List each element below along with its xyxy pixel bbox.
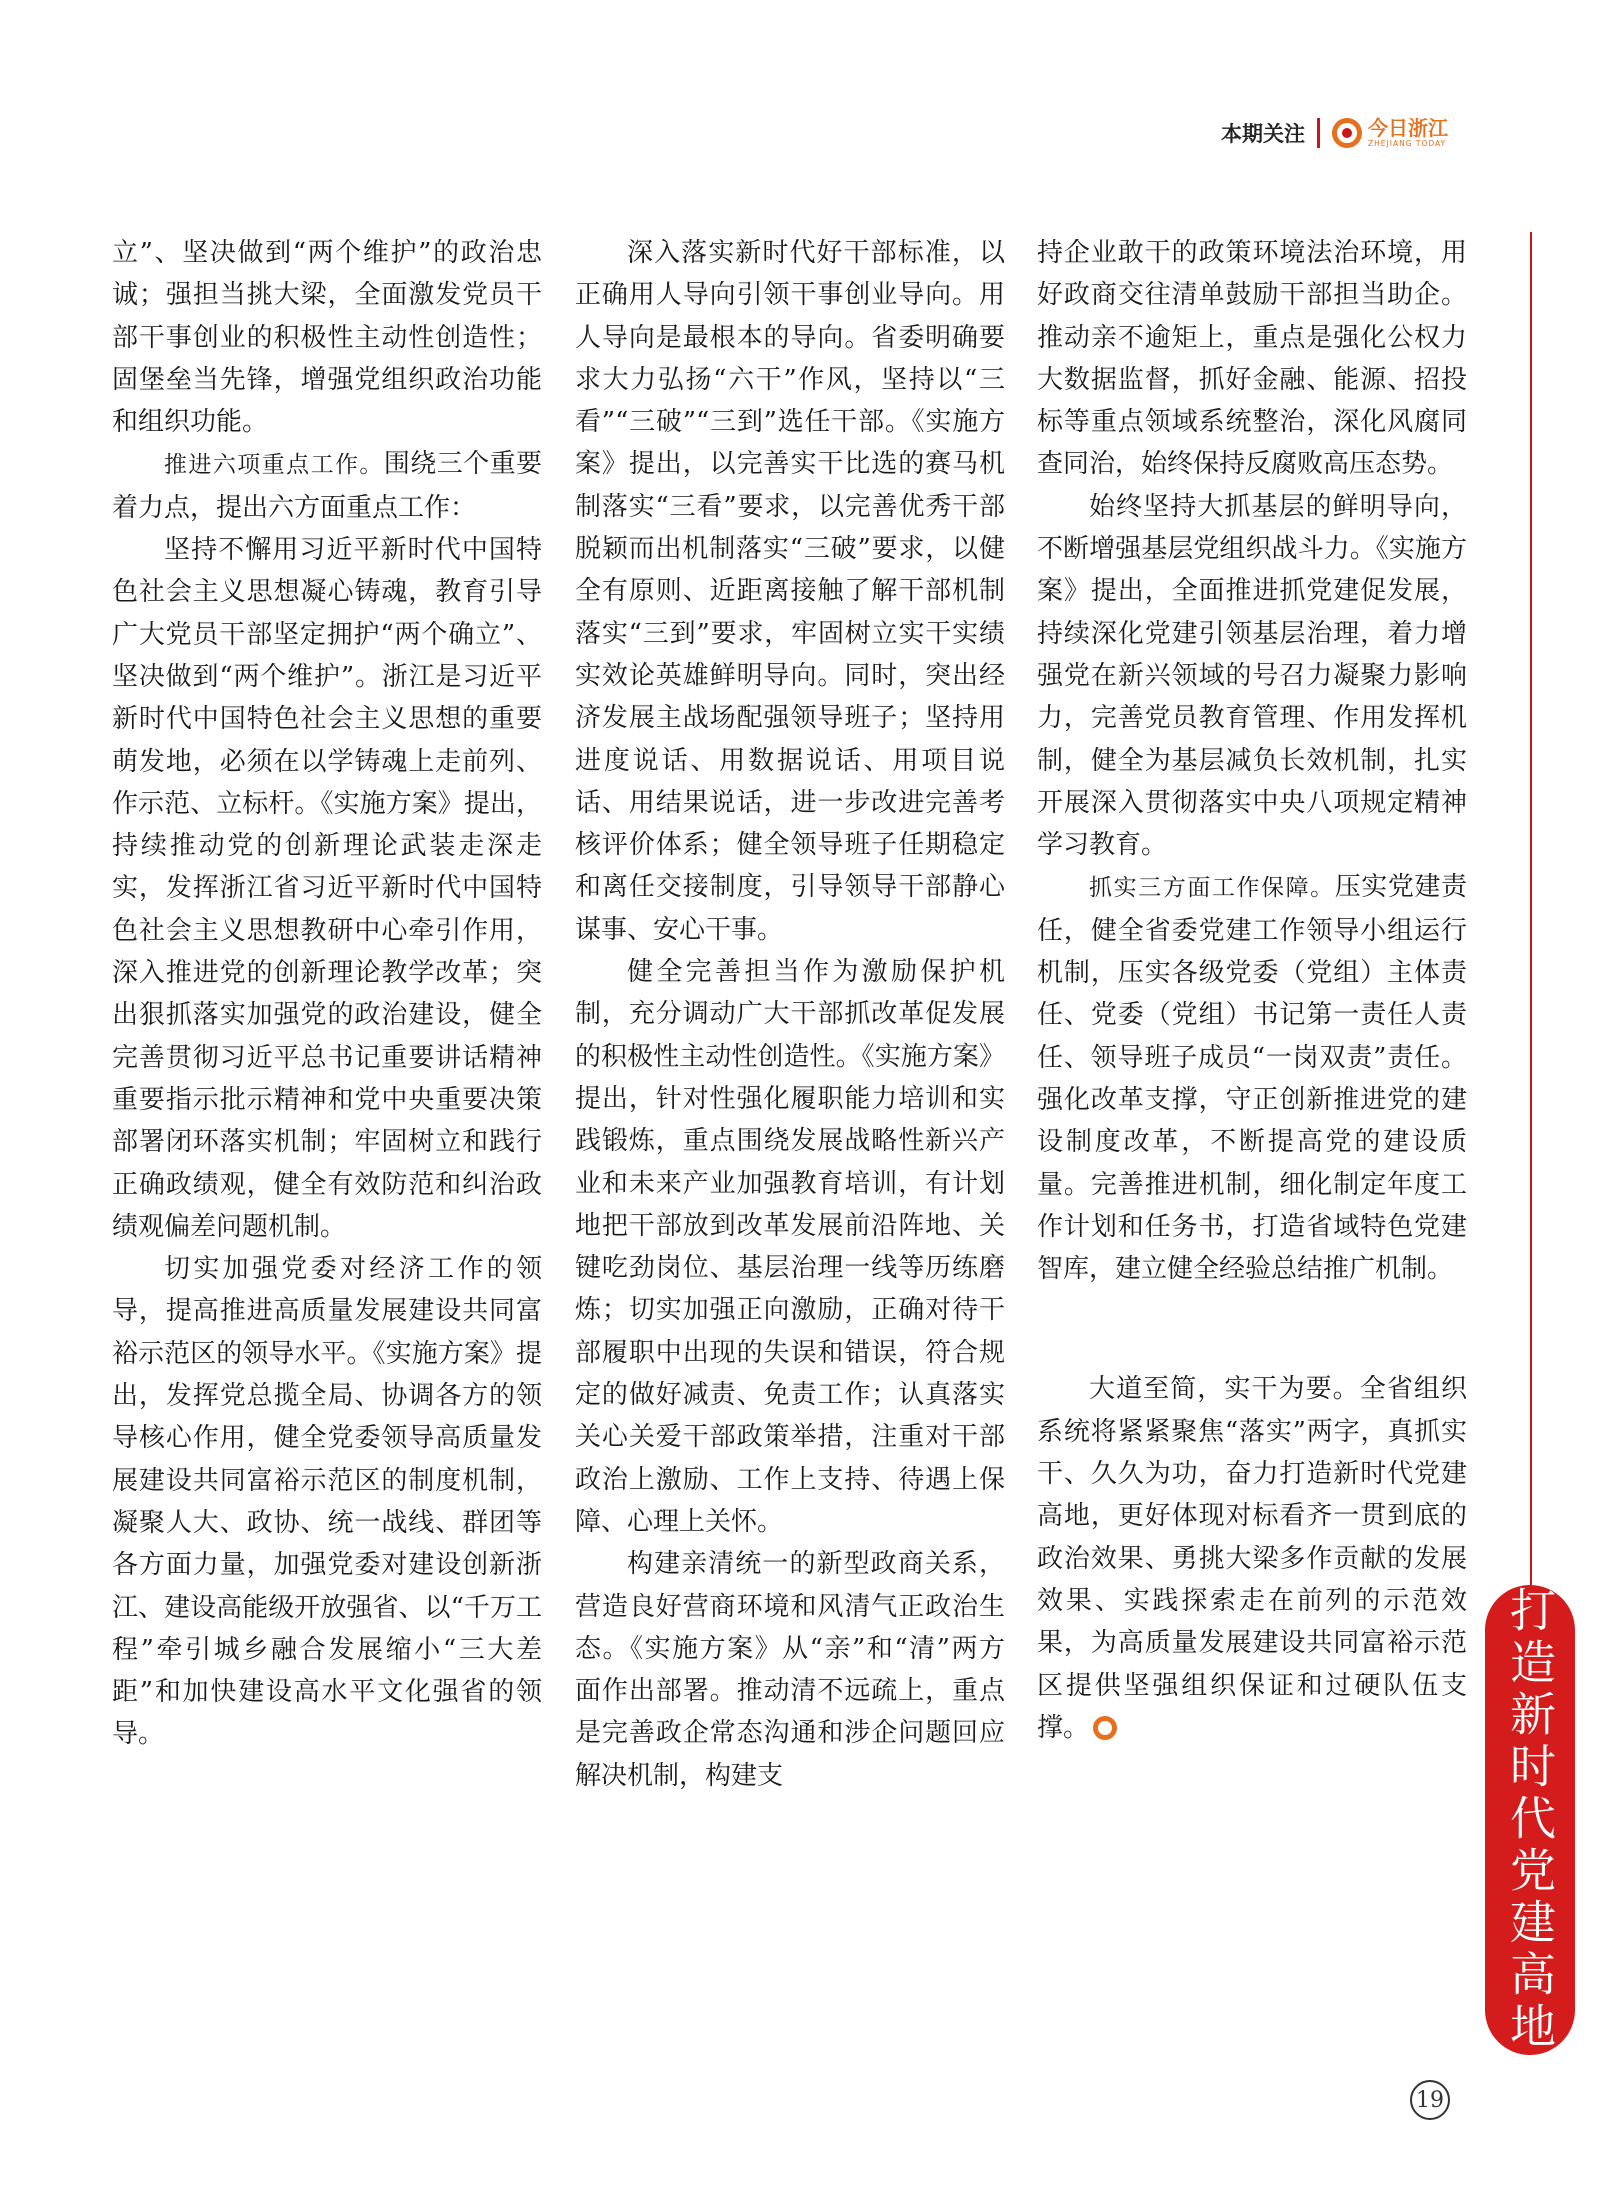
logo-text bbox=[1368, 118, 1448, 148]
paragraph: 深入落实新时代好干部标准，以正确用人导向引领干事创业导向。用人导向是最根本的导向。省委明确要求大力弘扬“六干”作风，坚持以“三看”“三破”“三到”选任干部。《实施方案》提出，以完善实干比选的赛马机制落实“三看”要求，以完善优秀干部脱颖而出机制落实“三破”要求，以健全有原则、近距离接触了解干部机制落实“三到”要求，牢固树立实干实绩实效论英雄鲜明导向。同时，突出经济发展主战场配强领导班子；坚持用进度说话、用数据说话、用项目说话、用结果说话，进一步改进完善考核评价体系；健全领导班子任期稳定和离任交接制度，引导领导干部静心谋事、安心干事。 bbox=[575, 238, 1005, 945]
page-number bbox=[1410, 2080, 1450, 2120]
article-column-1 bbox=[112, 232, 542, 1756]
article-column-2 bbox=[575, 232, 1005, 1797]
paragraph bbox=[1037, 866, 1467, 1290]
logo-english-name: ZHEJIANG TODAY bbox=[1368, 139, 1447, 149]
paragraph-lead-heading: 推进六项重点工作。 bbox=[164, 452, 384, 479]
article-column-3 bbox=[1037, 232, 1467, 1749]
paragraph: 始终坚持大抓基层的鲜明导向，不断增强基层党组织战斗力。《实施方案》提出，全面推进抓党建促发展，持续深化党建引领基层治理，着力增强党在新兴领域的号召力凝聚力影响力，完善党员教育管理、作用发挥机制，健全为基层减负长效机制，扎实开展深入贯彻落实中央八项规定精神学习教育。 bbox=[1037, 491, 1467, 861]
section-label: 本期关注 bbox=[1221, 122, 1305, 146]
paragraph-text: 大道至简，实干为要。全省组织系统将紧紧聚焦“落实”两字，真抓实干、久久为功，奋力打造新时代党建高地，更好体现对标看齐一贯到底的政治效果、勇挑大梁多作贡献的发展效果、实践探索走在前列的示范效果，为高质量发展建设共同富裕示范区提供坚强组织保证和过硬队伍支撑。 bbox=[1037, 1374, 1467, 1743]
paragraph-lead-heading: 抓实三方面工作保障。 bbox=[1089, 875, 1335, 902]
paragraph: 构建亲清统一的新型政商关系，营造良好营商环境和风清气正政治生态。《实施方案》从“亲”和“清”两方面作出部署。推动清不远疏上，重点是完善政企常态沟通和涉企问题回应解决机制，构建支 bbox=[575, 1549, 1005, 1791]
logo-chinese-name: 今日浙江 bbox=[1368, 116, 1448, 141]
side-rule bbox=[1530, 232, 1532, 1587]
paragraph: 立”、坚决做到“两个维护”的政治忠诚；强担当挑大梁，全面激发党员干部干事创业的积极性主动性创造性；固堡垒当先锋，增强党组织政治功能和组织功能。 bbox=[112, 238, 542, 438]
page-number-value: 19 bbox=[1416, 2087, 1444, 2113]
column-tab-title: 打造新时代党建高地 bbox=[1503, 1586, 1557, 2054]
paragraph: 健全完善担当作为激励保护机制，充分调动广大干部抓改革促发展的积极性主动性创造性。《实施方案》提出，针对性强化履职能力培训和实践锻炼，重点围绕发展战略性新兴产业和未来产业加强教育培训，有计划地把干部放到改革发展前沿阵地、关键吃劲岗位、基层治理一线等历练磨炼；切实加强正向激励，正确对待干部履职中出现的失误和错误，符合规定的做好减责、免责工作；认真落实关心关爱干部政策举措，注重对干部政治上激励、工作上支持、待遇上保障、心理上关怀。 bbox=[575, 957, 1005, 1537]
logo-swirl-icon bbox=[1332, 118, 1362, 148]
paragraph: 切实加强党委对经济工作的领导，提高推进高质量发展建设共同富裕示范区的领导水平。《实施方案》提出，发挥党总揽全局、协调各方的领导核心作用，健全党委领导高质量发展建设共同富裕示范区的制度机制，凝聚人大、政协、统一战线、群团等各方面力量，加强党委对建设创新浙江、建设高能级开放强省、以“千万工程”牵引城乡融合发展缩小“三大差距”和加快建设高水平文化强省的领导。 bbox=[112, 1254, 542, 1750]
column-tab bbox=[1485, 1585, 1575, 2055]
header-divider bbox=[1317, 118, 1320, 148]
paragraph: 坚持不懈用习近平新时代中国特色社会主义思想凝心铸魂，教育引导广大党员干部坚定拥护“两个确立”、坚决做到“两个维护”。浙江是习近平新时代中国特色社会主义思想的重要萌发地，必须在以学铸魂上走前列、作示范、立标杆。《实施方案》提出，持续推动党的创新理论武装走深走实，发挥浙江省习近平新时代中国特色社会主义思想教研中心牵引作用，深入推进党的创新理论教学改革；突出狠抓落实加强党的政治建设，健全完善贯彻习近平总书记重要讲话精神重要指示批示精神和党中央重要决策部署闭环落实机制；牢固树立和践行正确政绩观，健全有效防范和纠治政绩观偏差问题机制。 bbox=[112, 535, 542, 1242]
paragraph-text: 压实党建责任，健全省委党建工作领导小组运行机制，压实各级党委（党组）主体责任、党委（党组）书记第一责任人责任、领导班子成员“一岗双责”责任。强化改革支撑，守正创新推进党的建设制度改革，不断提高党的建设质量。完善推进机制，细化制定年度工作计划和任务书，打造省域特色党建智库，建立健全经验总结推广机制。 bbox=[1037, 872, 1467, 1285]
article-end-icon bbox=[1093, 1716, 1117, 1740]
magazine-logo bbox=[1332, 118, 1448, 148]
paragraph-text: 围绕三个重要着力点，提出六方面重点工作： bbox=[112, 449, 542, 523]
paragraph bbox=[1037, 1368, 1467, 1749]
paragraph bbox=[112, 443, 542, 529]
paragraph: 持企业敢干的政策环境法治环境，用好政商交往清单鼓励干部担当助企。推动亲不逾矩上，重点是强化公权力大数据监督，抓好金融、能源、招投标等重点领域系统整治，深化风腐同查同治，始终保持反腐败高压态势。 bbox=[1037, 238, 1467, 480]
page-header bbox=[1221, 118, 1448, 148]
